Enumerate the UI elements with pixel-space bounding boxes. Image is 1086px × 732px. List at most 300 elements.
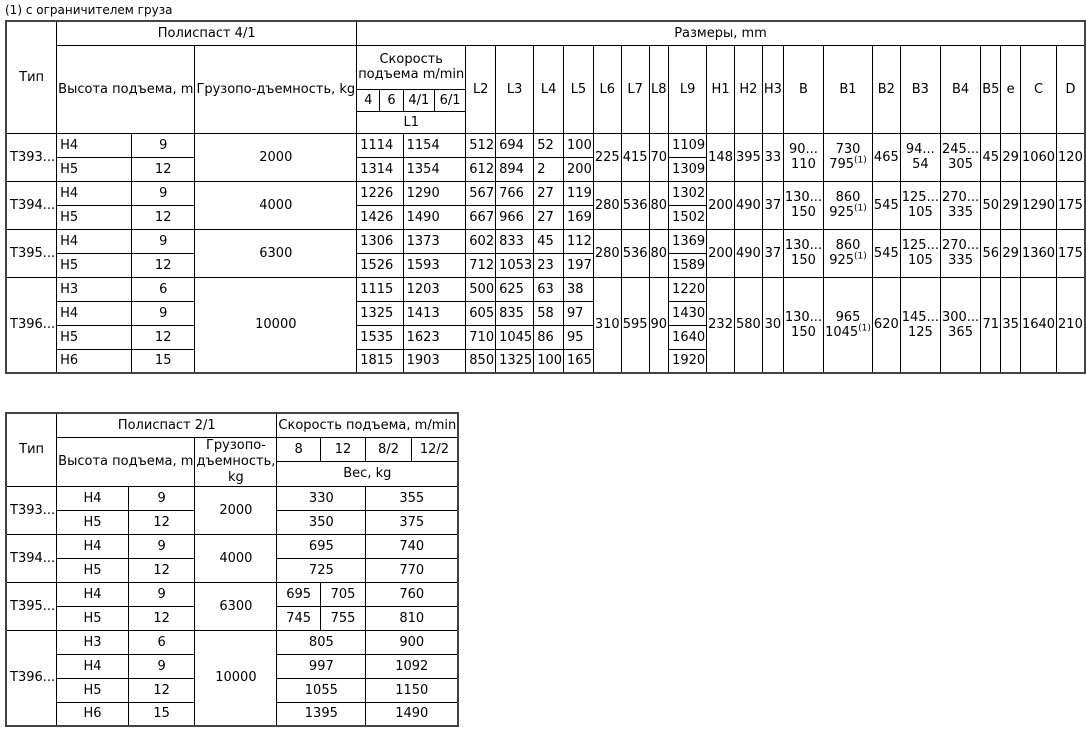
b1-value: 795: [829, 157, 855, 172]
b-value-bottom: 150: [791, 205, 816, 220]
l8-cell: 70: [649, 133, 669, 181]
l7-cell: 536: [621, 181, 649, 229]
l5-cell: 197: [564, 253, 594, 277]
l1-cell: 1373: [403, 229, 466, 253]
l3-cell: 835: [496, 301, 534, 325]
b4-value-top: 245...: [941, 142, 980, 157]
l3-cell: 833: [496, 229, 534, 253]
capacity-cell: 2000: [195, 486, 277, 534]
b-value-bottom: 150: [791, 324, 816, 340]
height-cell: 9: [128, 534, 195, 558]
weight-cell: 760: [366, 582, 458, 606]
height-cell: 6: [128, 630, 195, 654]
b1-cell: [824, 229, 873, 277]
b3-value-top: 145...: [901, 309, 939, 325]
l9-cell: 1220: [669, 277, 707, 301]
footnote-ref: (1): [854, 251, 867, 262]
height-class-cell: H5: [57, 205, 132, 229]
l1-cell: 1815: [357, 349, 403, 373]
h2-cell: 490: [734, 181, 762, 229]
l1-cell: 1290: [403, 181, 466, 205]
height-cell: 15: [128, 702, 195, 726]
l2-cell: 567: [466, 181, 496, 205]
c-cell: 1060: [1020, 133, 1056, 181]
height-cell: 12: [128, 606, 195, 630]
height-cell: 9: [131, 229, 194, 253]
l6-cell: 280: [593, 229, 621, 277]
height-class-cell: H3: [57, 630, 129, 654]
h2-cell: 490: [734, 229, 762, 277]
type-cell: T394...: [6, 534, 57, 582]
b1-cell: [824, 133, 873, 181]
h1-cell: 232: [707, 277, 735, 373]
type-cell: T393...: [6, 486, 57, 534]
footnote-ref: (1): [854, 155, 867, 166]
b-value-top: 130...: [784, 238, 823, 253]
l4-cell: 86: [534, 325, 564, 349]
table-row: [6, 582, 458, 606]
type-cell: T395...: [6, 582, 57, 630]
l1-cell: 1526: [357, 253, 403, 277]
header-speed: Скорость подъема, m/min: [277, 413, 458, 437]
header-speed: Скорость подъема m/min: [357, 45, 466, 89]
weight-cell: 1490: [366, 702, 458, 726]
b-value-top: 130...: [784, 190, 823, 205]
l2-cell: 712: [466, 253, 496, 277]
height-class-cell: H4: [57, 301, 132, 325]
type-cell: T394...: [6, 181, 57, 229]
l9-cell: 1109: [669, 133, 707, 157]
l2-cell: 850: [466, 349, 496, 373]
l8-cell: 80: [649, 229, 669, 277]
l2-cell: 500: [466, 277, 496, 301]
l6-cell: 310: [593, 277, 621, 373]
l5-cell: 112: [564, 229, 594, 253]
weight-cell: 805: [277, 630, 366, 654]
dimensions-table: [5, 20, 1086, 374]
height-class-cell: H6: [57, 349, 132, 373]
footnote-ref: (1): [858, 323, 871, 334]
weight-cell: 1092: [366, 654, 458, 678]
l3-cell: 1045: [496, 325, 534, 349]
header-dim-l6: L6: [593, 45, 621, 133]
l5-cell: 165: [564, 349, 594, 373]
table-row: [6, 277, 1085, 301]
height-cell: 12: [131, 157, 194, 181]
weight-cell: 350: [277, 510, 366, 534]
b1-value-top: 965: [835, 309, 861, 325]
height-class-cell: H4: [57, 654, 129, 678]
l5-cell: 119: [564, 181, 594, 205]
b4-cell: [940, 133, 980, 181]
l2-cell: 602: [466, 229, 496, 253]
capacity-cell: 10000: [195, 277, 357, 373]
l2-cell: 612: [466, 157, 496, 181]
height-class-cell: H5: [57, 606, 129, 630]
header-dim-l4: L4: [534, 45, 564, 133]
height-class-cell: H6: [57, 702, 129, 726]
height-cell: 9: [131, 133, 194, 157]
b4-cell: [940, 181, 980, 229]
type-cell: T396...: [6, 630, 57, 726]
b4-cell: [940, 277, 980, 373]
type-cell: T396...: [6, 277, 57, 373]
header-speed-value: 12: [320, 437, 365, 462]
height-class-cell: H4: [57, 582, 129, 606]
b4-cell: [940, 229, 980, 277]
capacity-cell: 2000: [195, 133, 357, 181]
h3-cell: 30: [762, 277, 783, 373]
height-cell: 12: [128, 558, 195, 582]
height-class-cell: H4: [57, 534, 129, 558]
height-class-cell: H5: [57, 678, 129, 702]
b4-value-top: 300...: [941, 309, 980, 325]
b-cell: [783, 181, 823, 229]
height-cell: 12: [128, 678, 195, 702]
header-dimensions: Размеры, mm: [357, 21, 1085, 45]
header-type: Тип: [6, 413, 57, 486]
l1-cell: 1903: [403, 349, 466, 373]
l5-cell: 97: [564, 301, 594, 325]
b4-value-bottom: 305: [948, 157, 973, 172]
height-cell: 9: [131, 301, 194, 325]
table-row: [6, 181, 1085, 205]
l2-cell: 667: [466, 205, 496, 229]
b3-value-top: 125...: [901, 190, 939, 205]
b5-cell: 56: [981, 229, 1001, 277]
l1-cell: 1226: [357, 181, 403, 205]
header-capacity: Грузопо-дъемность, kg: [196, 437, 276, 485]
b3-value-bottom: 105: [907, 205, 933, 220]
l1-cell: 1314: [357, 157, 403, 181]
h3-cell: 37: [762, 229, 783, 277]
h1-cell: 200: [707, 181, 735, 229]
table-row: [6, 630, 458, 654]
l9-cell: 1309: [669, 157, 707, 181]
l5-cell: 95: [564, 325, 594, 349]
header-dim-b3: B3: [900, 45, 940, 133]
header-speed-value: 4/1: [403, 89, 434, 111]
weight-cell: 355: [366, 486, 458, 510]
weight-cell: 695: [277, 582, 320, 606]
b2-cell: 465: [872, 133, 900, 181]
l7-cell: 415: [621, 133, 649, 181]
c-cell: 1360: [1020, 229, 1056, 277]
type-cell: T393...: [6, 133, 57, 181]
b-cell: [783, 133, 823, 181]
type-cell: T395...: [6, 229, 57, 277]
height-class-cell: H5: [57, 510, 129, 534]
h1-cell: 200: [707, 229, 735, 277]
header-speed-value: 4: [357, 89, 380, 111]
table-row: [6, 229, 1085, 253]
l3-cell: 766: [496, 181, 534, 205]
height-cell: 9: [128, 486, 195, 510]
b1-value-bottom: [825, 325, 871, 340]
l1-cell: 1623: [403, 325, 466, 349]
l1-cell: 1490: [403, 205, 466, 229]
b1-cell: [824, 277, 873, 373]
height-class-cell: H4: [57, 133, 132, 157]
header-dim-b: B: [783, 45, 823, 133]
e-cell: 29: [1001, 181, 1021, 229]
b1-value-top: 730: [835, 142, 861, 157]
header-dim-c: C: [1020, 45, 1056, 133]
header-dim-l2: L2: [466, 45, 496, 133]
header-speed-value: 6: [380, 89, 403, 111]
b3-cell: [900, 229, 940, 277]
b5-cell: 50: [981, 181, 1001, 229]
b-value-top: 90...: [788, 142, 818, 157]
d-cell: 120: [1057, 133, 1085, 181]
weight-cell: 695: [277, 534, 366, 558]
l3-cell: 966: [496, 205, 534, 229]
header-lift-height: Высота подъема, m: [57, 437, 195, 486]
l5-cell: 169: [564, 205, 594, 229]
height-cell: 9: [131, 181, 194, 205]
height-class-cell: H4: [57, 486, 129, 510]
height-cell: 12: [131, 205, 194, 229]
weight-cell: 1150: [366, 678, 458, 702]
table-row: [6, 486, 458, 510]
header-dim-l7: L7: [621, 45, 649, 133]
b3-cell: [900, 181, 940, 229]
l1-cell: 1413: [403, 301, 466, 325]
weight-cell: 810: [366, 606, 458, 630]
l4-cell: 23: [534, 253, 564, 277]
l3-cell: 694: [496, 133, 534, 157]
l1-cell: 1154: [403, 133, 466, 157]
b4-value-bottom: 365: [948, 324, 973, 340]
b1-value: 1045: [825, 324, 859, 340]
height-cell: 12: [128, 510, 195, 534]
l1-cell: 1535: [357, 325, 403, 349]
weight-cell: 997: [277, 654, 366, 678]
l6-cell: 280: [593, 181, 621, 229]
b1-value-bottom: [825, 253, 871, 268]
capacity-cell: 6300: [195, 582, 277, 630]
c-cell: 1290: [1020, 181, 1056, 229]
l8-cell: 90: [649, 277, 669, 373]
l5-cell: 200: [564, 157, 594, 181]
b3-cell: [900, 133, 940, 181]
b3-value-bottom: 54: [912, 157, 929, 172]
l9-cell: 1920: [669, 349, 707, 373]
height-class-cell: H5: [57, 253, 132, 277]
header-weight: Вес, kg: [277, 462, 458, 487]
l4-cell: 63: [534, 277, 564, 301]
height-class-cell: H5: [57, 325, 132, 349]
b-cell: [783, 229, 823, 277]
b1-value: 925: [829, 205, 855, 220]
weight-cell: 755: [320, 606, 365, 630]
l4-cell: 27: [534, 181, 564, 205]
header-dim-h3: H3: [762, 45, 783, 133]
l3-cell: 1325: [496, 349, 534, 373]
l2-cell: 512: [466, 133, 496, 157]
header-dim-b2: B2: [872, 45, 900, 133]
b1-value-bottom: [825, 205, 871, 220]
header-dim-d: D: [1057, 45, 1085, 133]
weight-cell: 900: [366, 630, 458, 654]
weight-cell: 740: [366, 534, 458, 558]
capacity-cell: 10000: [195, 630, 277, 726]
header-dim-h2: H2: [734, 45, 762, 133]
header-polispast: Полиспаст 4/1: [57, 21, 357, 45]
footnote: (1) с ограничителем груза: [5, 3, 173, 17]
header-lift-height: Высота подъема, m: [57, 45, 195, 133]
l9-cell: 1589: [669, 253, 707, 277]
l1-cell: 1426: [357, 205, 403, 229]
b3-cell: [900, 277, 940, 373]
header-speed-value: 6/1: [434, 89, 465, 111]
l3-cell: 1053: [496, 253, 534, 277]
l9-cell: 1502: [669, 205, 707, 229]
l2-cell: 710: [466, 325, 496, 349]
b5-cell: 45: [981, 133, 1001, 181]
l4-cell: 58: [534, 301, 564, 325]
e-cell: 29: [1001, 229, 1021, 277]
e-cell: 35: [1001, 277, 1021, 373]
header-dim-l5: L5: [564, 45, 594, 133]
header-dim-l3: L3: [496, 45, 534, 133]
l8-cell: 80: [649, 181, 669, 229]
header-speed-value: 8/2: [366, 437, 411, 462]
header-polispast: Полиспаст 2/1: [57, 413, 277, 437]
h2-cell: 395: [734, 133, 762, 181]
l1-cell: 1593: [403, 253, 466, 277]
weight-table: [5, 412, 459, 727]
h3-cell: 33: [762, 133, 783, 181]
h2-cell: 580: [734, 277, 762, 373]
b2-cell: 545: [872, 229, 900, 277]
l9-cell: 1302: [669, 181, 707, 205]
b1-value-top: 860: [835, 238, 861, 253]
capacity-cell: 4000: [195, 534, 277, 582]
b3-value-top: 125...: [901, 238, 939, 253]
b-value-bottom: 110: [791, 157, 816, 172]
header-l1: L1: [357, 111, 466, 133]
l5-cell: 38: [564, 277, 594, 301]
weight-cell: 725: [277, 558, 366, 582]
header-type: Тип: [6, 21, 57, 133]
d-cell: 175: [1057, 229, 1085, 277]
capacity-cell: 6300: [195, 229, 357, 277]
l9-cell: 1369: [669, 229, 707, 253]
b1-value-top: 860: [835, 190, 861, 205]
height-cell: 12: [131, 325, 194, 349]
l1-cell: 1115: [357, 277, 403, 301]
l9-cell: 1430: [669, 301, 707, 325]
l1-cell: 1354: [403, 157, 466, 181]
e-cell: 29: [1001, 133, 1021, 181]
c-cell: 1640: [1020, 277, 1056, 373]
l1-cell: 1306: [357, 229, 403, 253]
height-class-cell: H5: [57, 157, 132, 181]
h3-cell: 37: [762, 181, 783, 229]
b3-value-bottom: 105: [907, 253, 933, 268]
l4-cell: 100: [534, 349, 564, 373]
header-speed-value: 8: [277, 437, 320, 462]
header-dim-l8: L8: [649, 45, 669, 133]
weight-cell: 705: [320, 582, 365, 606]
l4-cell: 52: [534, 133, 564, 157]
l5-cell: 100: [564, 133, 594, 157]
b4-value-top: 270...: [941, 238, 980, 253]
weight-cell: 375: [366, 510, 458, 534]
weight-cell: 770: [366, 558, 458, 582]
b2-cell: 545: [872, 181, 900, 229]
weight-cell: 1055: [277, 678, 366, 702]
b2-cell: 620: [872, 277, 900, 373]
height-class-cell: H4: [57, 229, 132, 253]
b-cell: [783, 277, 823, 373]
table-row: [6, 534, 458, 558]
capacity-cell: 4000: [195, 181, 357, 229]
height-cell: 9: [128, 582, 195, 606]
l3-cell: 894: [496, 157, 534, 181]
l4-cell: 27: [534, 205, 564, 229]
b3-value-top: 94...: [905, 142, 935, 157]
height-class-cell: H3: [57, 277, 132, 301]
d-cell: 175: [1057, 181, 1085, 229]
height-cell: 6: [131, 277, 194, 301]
h1-cell: 148: [707, 133, 735, 181]
b1-value: 925: [829, 253, 855, 268]
b4-value-bottom: 335: [948, 253, 973, 268]
height-cell: 15: [131, 349, 194, 373]
weight-cell: 330: [277, 486, 366, 510]
l4-cell: 2: [534, 157, 564, 181]
header-dim-e: e: [1001, 45, 1021, 133]
height-class-cell: H4: [57, 181, 132, 205]
l7-cell: 536: [621, 229, 649, 277]
b-value-bottom: 150: [791, 253, 816, 268]
l9-cell: 1640: [669, 325, 707, 349]
footnote-ref: (1): [854, 203, 867, 214]
b3-value-bottom: 125: [907, 324, 933, 340]
b1-cell: [824, 181, 873, 229]
l4-cell: 45: [534, 229, 564, 253]
b5-cell: 71: [981, 277, 1001, 373]
header-capacity: Грузопо-дъемность, kg: [195, 45, 357, 133]
weight-cell: 745: [277, 606, 320, 630]
d-cell: 210: [1057, 277, 1085, 373]
header-dim-b5: B5: [981, 45, 1001, 133]
b4-value-top: 270...: [941, 190, 980, 205]
b-value-top: 130...: [784, 309, 823, 325]
l1-cell: 1203: [403, 277, 466, 301]
l1-cell: 1325: [357, 301, 403, 325]
header-dim-l9: L9: [669, 45, 707, 133]
l3-cell: 625: [496, 277, 534, 301]
l7-cell: 595: [621, 277, 649, 373]
height-cell: 12: [131, 253, 194, 277]
b1-value-bottom: [825, 157, 871, 172]
weight-cell: 1395: [277, 702, 366, 726]
l6-cell: 225: [593, 133, 621, 181]
height-class-cell: H5: [57, 558, 129, 582]
header-dim-h1: H1: [707, 45, 735, 133]
table-row: [6, 133, 1085, 157]
height-cell: 9: [128, 654, 195, 678]
header-dim-b4: B4: [940, 45, 980, 133]
b4-value-bottom: 335: [948, 205, 973, 220]
header-speed-value: 12/2: [411, 437, 458, 462]
l1-cell: 1114: [357, 133, 403, 157]
header-dim-b1: B1: [824, 45, 873, 133]
l2-cell: 605: [466, 301, 496, 325]
